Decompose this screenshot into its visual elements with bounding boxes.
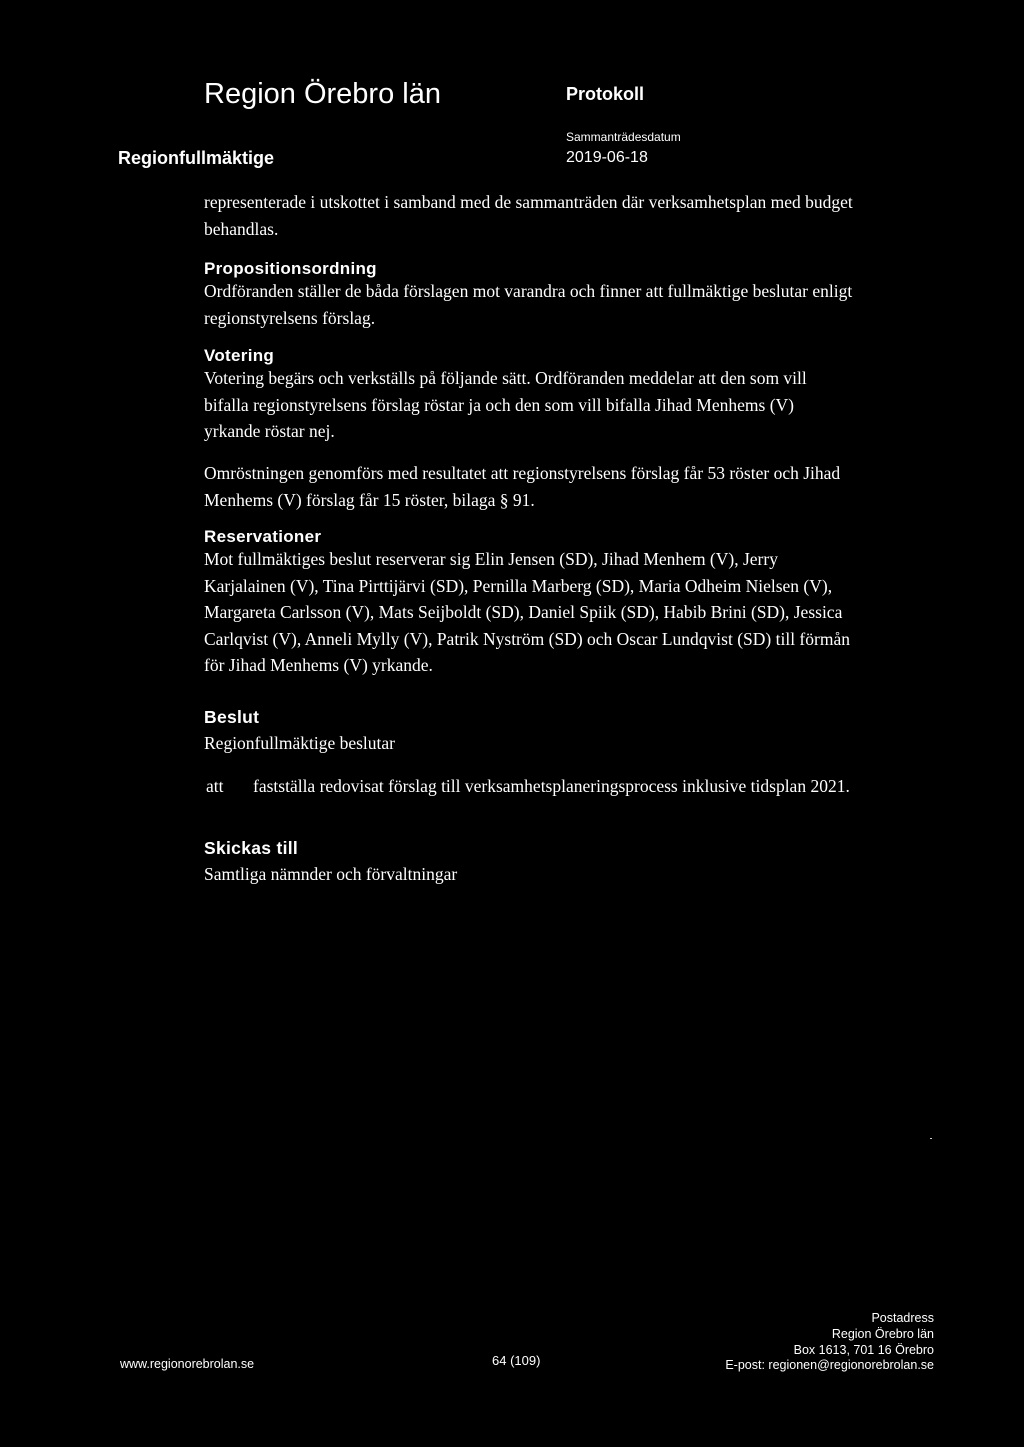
paragraph-line: Omröstningen genomförs med resultatet att regionstyrelsens förslag får 53 röster och Jihad	[204, 463, 841, 483]
document-type: Protokoll	[566, 84, 645, 104]
paragraph-line: Karjalainen (V), Tina Pirttijärvi (SD), Pernilla Marberg (SD), Maria Odheim Nielsen (V),	[204, 575, 833, 596]
votering-paragraph-1	[204, 365, 894, 445]
address-name: Region Örebro län	[831, 1326, 934, 1341]
organization-name: Region Örebro län	[204, 78, 441, 110]
skickas-till-text: Samtliga nämnder och förvaltningar	[204, 864, 458, 884]
att-word: att	[206, 776, 224, 796]
skickas-till-heading: Skickas till	[204, 838, 299, 858]
paragraph-line: Menhems (V) förslag får 15 röster, bilaga § 91.	[204, 489, 535, 510]
paragraph-line: bifalla regionstyrelsens förslag röstar ja och den som vill bifalla Jihad Menhems (V)	[204, 394, 794, 415]
intro-line: representerade i utskottet i samband med de sammanträden där verksamhetsplan med budget	[204, 192, 853, 212]
paragraph-line: Votering begärs och verkställs på följande sätt. Ordföranden meddelar att den som vill	[204, 368, 807, 388]
propositionsordning-paragraph	[204, 278, 894, 331]
paragraph-line: Margareta Carlsson (V), Mats Seijboldt (SD), Daniel Spiik (SD), Habib Brini (SD), Jessica	[204, 602, 843, 622]
address-box: Box 1613, 701 16 Örebro	[793, 1342, 934, 1357]
paragraph-line: regionstyrelsens förslag.	[204, 307, 376, 328]
paragraph-line: för Jihad Menhems (V) yrkande.	[204, 655, 433, 675]
committee-name: Regionfullmäktige	[118, 148, 275, 168]
scan-speck	[930, 1138, 932, 1139]
paragraph-line: Ordföranden ställer de båda förslagen mot varandra och finner att fullmäktige beslutar enligt	[204, 281, 853, 301]
att-text: fastställa redovisat förslag till verksamhetsplaneringsprocess inklusive tidsplan 2021.	[253, 776, 850, 796]
reservationer-paragraph	[204, 546, 894, 679]
paragraph-line: yrkande röstar nej.	[204, 421, 335, 441]
reservationer-heading: Reservationer	[204, 527, 322, 546]
address-label: Postadress	[871, 1311, 934, 1325]
intro-paragraph	[204, 189, 894, 242]
paragraph-line: Mot fullmäktiges beslut reserverar sig Elin Jensen (SD), Jihad Menhem (V), Jerry	[204, 549, 778, 569]
intro-line: behandlas.	[204, 218, 279, 239]
votering-paragraph-2	[204, 460, 894, 513]
meeting-date-label: Sammanträdesdatum	[566, 130, 681, 144]
paragraph-line: Carlqvist (V), Anneli Mylly (V), Patrik Nyström (SD) och Oscar Lundqvist (SD) till förmån	[204, 628, 850, 649]
page-number: 64 (109)	[492, 1353, 541, 1368]
meeting-date-value: 2019-06-18	[566, 149, 648, 166]
beslut-heading: Beslut	[204, 707, 260, 727]
address-email: E-post: regionen@regionorebrolan.se	[725, 1358, 934, 1373]
beslut-intro: Regionfullmäktige beslutar	[204, 733, 395, 753]
footer-website: www.regionorebrolan.se	[120, 1357, 255, 1371]
footer-address	[725, 1311, 934, 1374]
beslut-att-clause	[206, 776, 850, 797]
propositionsordning-heading: Propositionsordning	[204, 259, 377, 278]
votering-heading: Votering	[204, 346, 275, 365]
